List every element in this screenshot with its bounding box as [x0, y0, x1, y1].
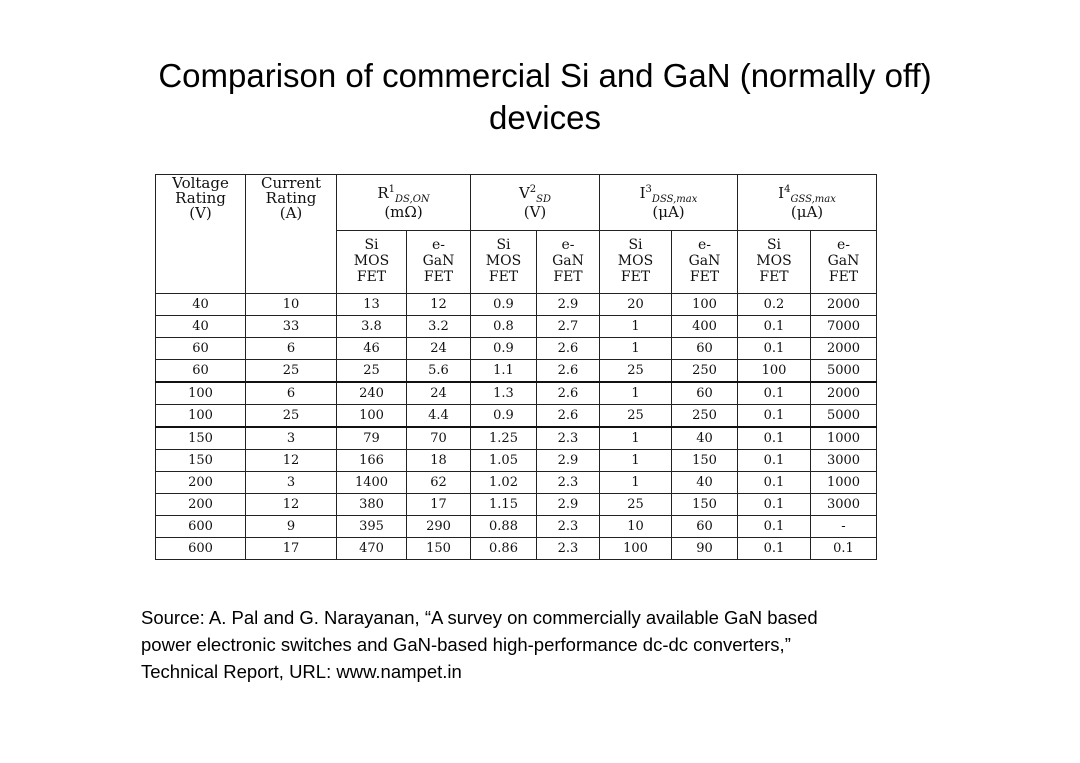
source-line-1: Source: A. Pal and G. Narayanan, “A survey on commercially available GaN based	[141, 607, 818, 628]
table-cell: 5000	[811, 405, 877, 428]
table-cell: 0.9	[471, 405, 537, 428]
table-cell: 24	[407, 338, 471, 360]
table-cell: 0.1	[738, 472, 811, 494]
comparison-table	[155, 174, 877, 560]
table-cell: 100	[156, 405, 246, 428]
table-cell: 70	[407, 427, 471, 450]
table-cell: 0.2	[738, 294, 811, 316]
table-cell: 290	[407, 516, 471, 538]
table-cell: 2.3	[537, 516, 600, 538]
table-row	[156, 338, 877, 360]
table-cell: 3	[246, 427, 337, 450]
gan-fet-header: e- GaN FET	[407, 231, 471, 294]
table-cell: 380	[337, 494, 407, 516]
table-cell: 3.2	[407, 316, 471, 338]
table-cell: 100	[738, 360, 811, 383]
idss-group-header: $I^3_{DSS,max}$ (μA)	[600, 175, 738, 231]
table-cell: 2000	[811, 338, 877, 360]
table-cell: 60	[672, 338, 738, 360]
table-cell: 60	[672, 516, 738, 538]
table-row	[156, 382, 877, 405]
table-cell: 2.3	[537, 472, 600, 494]
table-cell: 2000	[811, 382, 877, 405]
table-cell: 0.8	[471, 316, 537, 338]
table-cell: 5.6	[407, 360, 471, 383]
table-cell: 100	[156, 382, 246, 405]
table-cell: 12	[407, 294, 471, 316]
table-cell: 3	[246, 472, 337, 494]
table-cell: 40	[156, 294, 246, 316]
table-cell: 25	[600, 494, 672, 516]
table-cell: 1000	[811, 427, 877, 450]
table-cell: 25	[337, 360, 407, 383]
table-cell: 12	[246, 494, 337, 516]
table-cell: 24	[407, 382, 471, 405]
table-row	[156, 472, 877, 494]
table-cell: -	[811, 516, 877, 538]
table-cell: 0.1	[738, 382, 811, 405]
table-cell: 0.9	[471, 338, 537, 360]
source-line-2: power electronic switches and GaN-based high-performance dc-dc converters,”	[141, 634, 791, 655]
table-cell: 7000	[811, 316, 877, 338]
table-cell: 100	[672, 294, 738, 316]
table-cell: 6	[246, 382, 337, 405]
voltage-rating-header: Voltage Rating (V)	[156, 175, 246, 294]
source-line-3: Technical Report, URL: www.nampet.in	[141, 661, 462, 682]
table-cell: 17	[246, 538, 337, 560]
table-cell: 40	[672, 472, 738, 494]
table-cell: 1	[600, 450, 672, 472]
table-cell: 150	[156, 427, 246, 450]
slide-title	[80, 55, 1010, 138]
table-cell: 100	[337, 405, 407, 428]
table-cell: 46	[337, 338, 407, 360]
table-cell: 90	[672, 538, 738, 560]
table-cell: 25	[246, 360, 337, 383]
table-cell: 6	[246, 338, 337, 360]
table-cell: 1.02	[471, 472, 537, 494]
table-cell: 0.1	[738, 516, 811, 538]
table-row	[156, 427, 877, 450]
table-cell: 0.1	[738, 538, 811, 560]
table-cell: 25	[600, 405, 672, 428]
table-cell: 33	[246, 316, 337, 338]
table-cell: 2.9	[537, 294, 600, 316]
table-cell: 0.1	[738, 494, 811, 516]
table-cell: 150	[672, 450, 738, 472]
table-cell: 1	[600, 338, 672, 360]
table-cell: 1.25	[471, 427, 537, 450]
table-cell: 2.3	[537, 427, 600, 450]
table-cell: 10	[246, 294, 337, 316]
si-mosfet-header: Si MOS FET	[471, 231, 537, 294]
table-row	[156, 494, 877, 516]
table-cell: 200	[156, 472, 246, 494]
si-mosfet-header: Si MOS FET	[738, 231, 811, 294]
table-row	[156, 405, 877, 428]
table-cell: 3000	[811, 494, 877, 516]
table-cell: 0.9	[471, 294, 537, 316]
table-cell: 12	[246, 450, 337, 472]
table-cell: 0.88	[471, 516, 537, 538]
table-row	[156, 294, 877, 316]
table-cell: 1000	[811, 472, 877, 494]
table-cell: 2.7	[537, 316, 600, 338]
table-cell: 200	[156, 494, 246, 516]
table-cell: 40	[156, 316, 246, 338]
table-cell: 150	[407, 538, 471, 560]
table-cell: 20	[600, 294, 672, 316]
table-cell: 2.6	[537, 405, 600, 428]
table-row	[156, 516, 877, 538]
table-cell: 1.15	[471, 494, 537, 516]
table-cell: 0.86	[471, 538, 537, 560]
table-cell: 600	[156, 538, 246, 560]
header-row-groups	[156, 175, 877, 231]
gan-fet-header: e- GaN FET	[672, 231, 738, 294]
table-cell: 150	[672, 494, 738, 516]
table-cell: 400	[672, 316, 738, 338]
table-cell: 395	[337, 516, 407, 538]
slide-title-line-1: Comparison of commercial Si and GaN (normally off)	[158, 57, 932, 94]
table-cell: 470	[337, 538, 407, 560]
current-rating-header: Current Rating (A)	[246, 175, 337, 294]
table-cell: 25	[246, 405, 337, 428]
table-cell: 0.1	[738, 338, 811, 360]
table-cell: 5000	[811, 360, 877, 383]
table-cell: 25	[600, 360, 672, 383]
table-cell: 1.3	[471, 382, 537, 405]
table-cell: 60	[156, 338, 246, 360]
table-cell: 2000	[811, 294, 877, 316]
table-row	[156, 360, 877, 383]
table-cell: 2.6	[537, 338, 600, 360]
table-cell: 62	[407, 472, 471, 494]
gan-fet-header: e- GaN FET	[811, 231, 877, 294]
table-cell: 1.05	[471, 450, 537, 472]
table-row	[156, 538, 877, 560]
table-cell: 0.1	[738, 450, 811, 472]
table-cell: 150	[156, 450, 246, 472]
table-cell: 1400	[337, 472, 407, 494]
table-cell: 10	[600, 516, 672, 538]
table-row	[156, 450, 877, 472]
table-cell: 250	[672, 405, 738, 428]
table-cell: 166	[337, 450, 407, 472]
rdson-group-header: $R^1_{DS,ON}$ (mΩ)	[337, 175, 471, 231]
table-cell: 2.6	[537, 382, 600, 405]
si-mosfet-header: Si MOS FET	[600, 231, 672, 294]
table-cell: 3.8	[337, 316, 407, 338]
table-cell: 1	[600, 427, 672, 450]
table-cell: 2.3	[537, 538, 600, 560]
table-cell: 0.1	[738, 427, 811, 450]
table-cell: 2.9	[537, 450, 600, 472]
gan-fet-header: e- GaN FET	[537, 231, 600, 294]
table-cell: 250	[672, 360, 738, 383]
table-cell: 0.1	[811, 538, 877, 560]
table-cell: 0.1	[738, 405, 811, 428]
table-cell: 9	[246, 516, 337, 538]
table-cell: 1	[600, 316, 672, 338]
si-mosfet-header: Si MOS FET	[337, 231, 407, 294]
table-cell: 4.4	[407, 405, 471, 428]
table-cell: 2.9	[537, 494, 600, 516]
table-cell: 60	[156, 360, 246, 383]
table-cell: 40	[672, 427, 738, 450]
table-cell: 1	[600, 382, 672, 405]
slide-title-line-2: devices	[489, 98, 601, 136]
table-cell: 18	[407, 450, 471, 472]
table-cell: 0.1	[738, 316, 811, 338]
vsd-group-header: $V^2_{SD}$ (V)	[471, 175, 600, 231]
table-cell: 600	[156, 516, 246, 538]
table-cell: 60	[672, 382, 738, 405]
source-citation	[141, 604, 1001, 685]
table-cell: 3000	[811, 450, 877, 472]
table-cell: 79	[337, 427, 407, 450]
table-cell: 17	[407, 494, 471, 516]
table-cell: 1.1	[471, 360, 537, 383]
table-cell: 13	[337, 294, 407, 316]
table-cell: 100	[600, 538, 672, 560]
table-row	[156, 316, 877, 338]
table-cell: 1	[600, 472, 672, 494]
igss-group-header: $I^4_{GSS,max}$ (μA)	[738, 175, 877, 231]
table-cell: 2.6	[537, 360, 600, 383]
table-cell: 240	[337, 382, 407, 405]
